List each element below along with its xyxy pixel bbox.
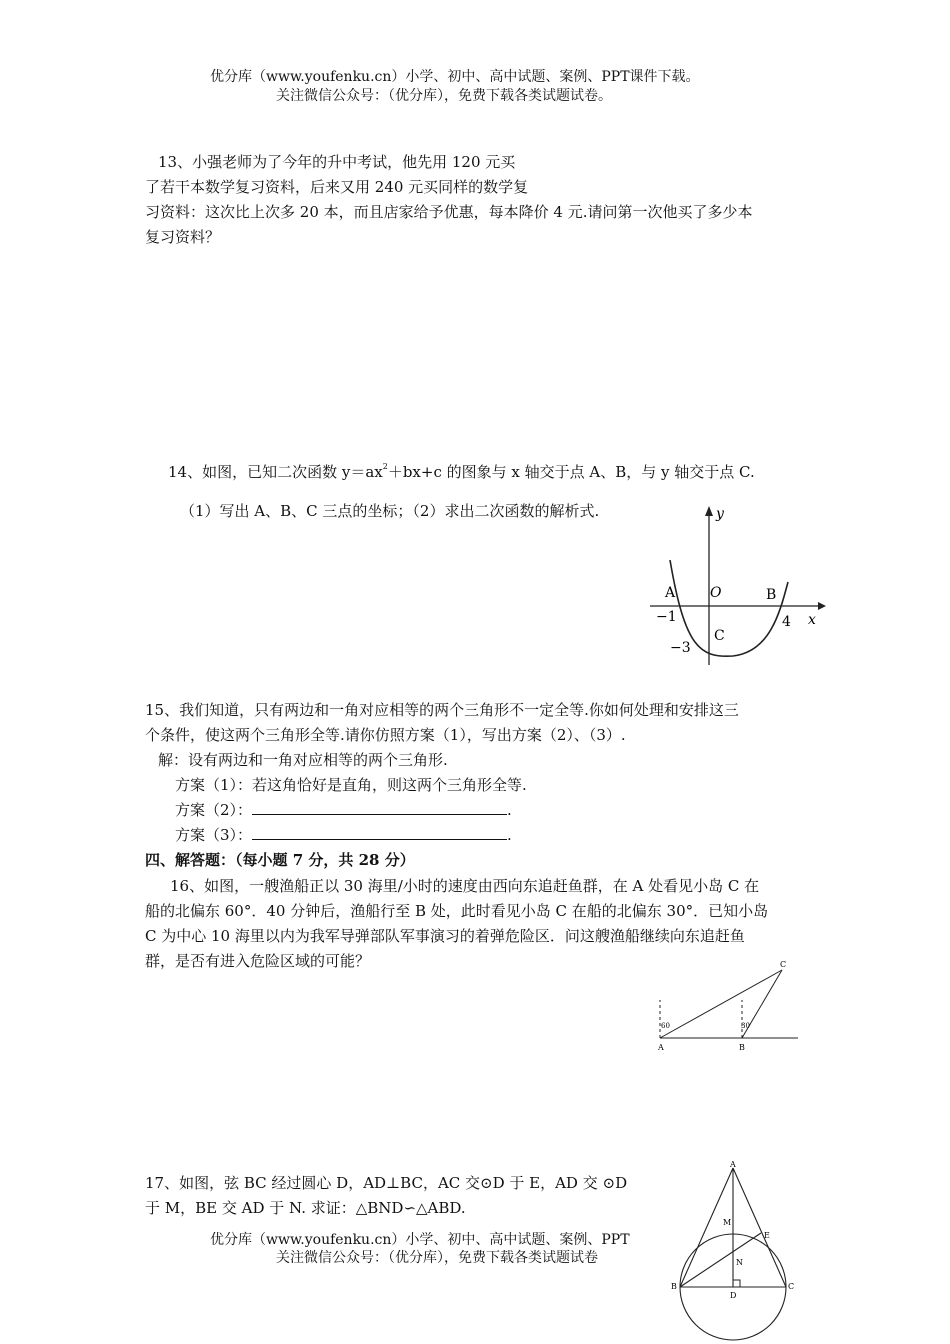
q15-plan-2-label: 方案（2）： [175,801,253,819]
header-line-2: 关注微信公众号：（优分库），免费下载各类试题试卷。 [276,88,612,104]
q17-line-1: 17、如图，弦 BC 经过圆心 D，AD⊥BC，AC 交⊙D 于 E，AD 交 ⊙D [145,1174,628,1192]
section-4-title: 四、解答题：（每小题 7 分，共 28 分） [145,851,415,869]
q16-line-1: 16、如图，一艘渔船正以 30 海里/小时的速度由西向东追赶鱼群，在 A 处看见小岛 C 在 [170,877,760,895]
q13-line-2: 了若干本数学复习资料，后来又用 240 元买同样的数学复 [145,178,529,196]
q14-text-a: 14、如图，已知二次函数 y＝ax [168,463,383,481]
parabola-graph [640,500,830,670]
line-ac [660,970,782,1038]
point-n-label: N [736,1258,743,1267]
point-a-label: A [730,1160,736,1169]
ship-island-figure [650,958,810,1058]
q15-plan-3-blank[interactable] [252,825,507,840]
point-b-label: B [671,1282,677,1291]
q15-plan-1: 方案（1）：若这角恰好是直角，则这两个三角形全等. [175,776,527,794]
point-c-label: C [780,960,787,969]
tick-neg-3: −3 [670,640,691,656]
angle-30-label: 30 [741,1022,750,1030]
q15-plan-3-label: 方案（3）： [175,826,253,844]
q14-line-1 [168,457,755,482]
q13-line-1: 13、小强老师为了今年的升中考试，他先用 120 元买 [158,153,516,171]
q14-exponent: 2 [382,462,388,471]
footer-line-1: 优分库（www.youfenku.cn）小学、初中、高中试题、案例、PPT [210,1232,630,1248]
q15-plan-3-dot: . [507,826,512,844]
circle-triangle-figure [668,1158,798,1342]
side-ac [733,1168,786,1287]
q13-line-3: 习资料：这次比上次多 20 本，而且店家给予优惠，每本降价 4 元.请问第一次他买了多少本 [145,203,753,221]
q15-line-2: 个条件，使这两个三角形全等.请你仿照方案（1），写出方案（2）、（3）. [145,726,626,744]
q15-plan-2 [175,800,512,820]
origin-label: O [710,585,722,601]
q14-text-b: ＋bx+c 的图象与 x 轴交于点 A、B，与 y 轴交于点 C. [387,463,755,481]
point-b-label: B [766,587,777,603]
q15-plan-2-blank[interactable] [252,800,507,815]
q14-line-2: （1）写出 A、B、C 三点的坐标；（2）求出二次函数的解析式. [180,502,600,520]
q15-plan-2-dot: . [507,801,512,819]
q15-line-3: 解：设有两边和一角对应相等的两个三角形. [158,751,448,769]
point-e-label: E [764,1231,770,1240]
q15-plan-3 [175,825,512,845]
q16-line-2: 船的北偏东 60°．40 分钟后，渔船行至 B 处，此时看见小岛 C 在船的北偏东 30°．已知小岛 [145,902,769,920]
footer-line-2: 关注微信公众号：（优分库），免费下载各类试题试卷 [276,1250,598,1266]
point-a-label: A [658,1043,664,1052]
point-b-label: B [739,1043,745,1052]
q16-line-4: 群，是否有进入危险区域的可能？ [145,952,371,970]
x-axis-arrow [818,602,826,610]
x-axis-label: x [808,612,816,628]
tick-neg-1: −1 [656,609,677,625]
angle-60-label: 60 [661,1022,670,1030]
point-d-label: D [730,1291,737,1300]
point-c-label: C [714,628,725,644]
q15-line-1: 15、我们知道，只有两边和一角对应相等的两个三角形不一定全等.你如何处理和安排这三 [145,701,739,719]
y-axis-arrow [705,506,713,516]
q17-line-2: 于 M，BE 交 AD 于 N. 求证：△BND∽△ABD. [145,1199,466,1217]
q16-line-3: C 为中心 10 海里以内为我军导弹部队军事演习的着弹危险区．问这艘渔船继续向东追赶鱼 [145,927,745,945]
point-c-label: C [788,1282,795,1291]
point-m-label: M [723,1218,732,1227]
header-line-1: 优分库（www.youfenku.cn）小学、初中、高中试题、案例、PPT课件下载。 [210,69,700,85]
right-angle-mark [733,1280,740,1287]
point-a-label: A [665,585,676,601]
q13-line-4: 复习资料？ [145,228,221,246]
tick-4: 4 [782,614,791,630]
y-axis-label: y [716,506,724,522]
